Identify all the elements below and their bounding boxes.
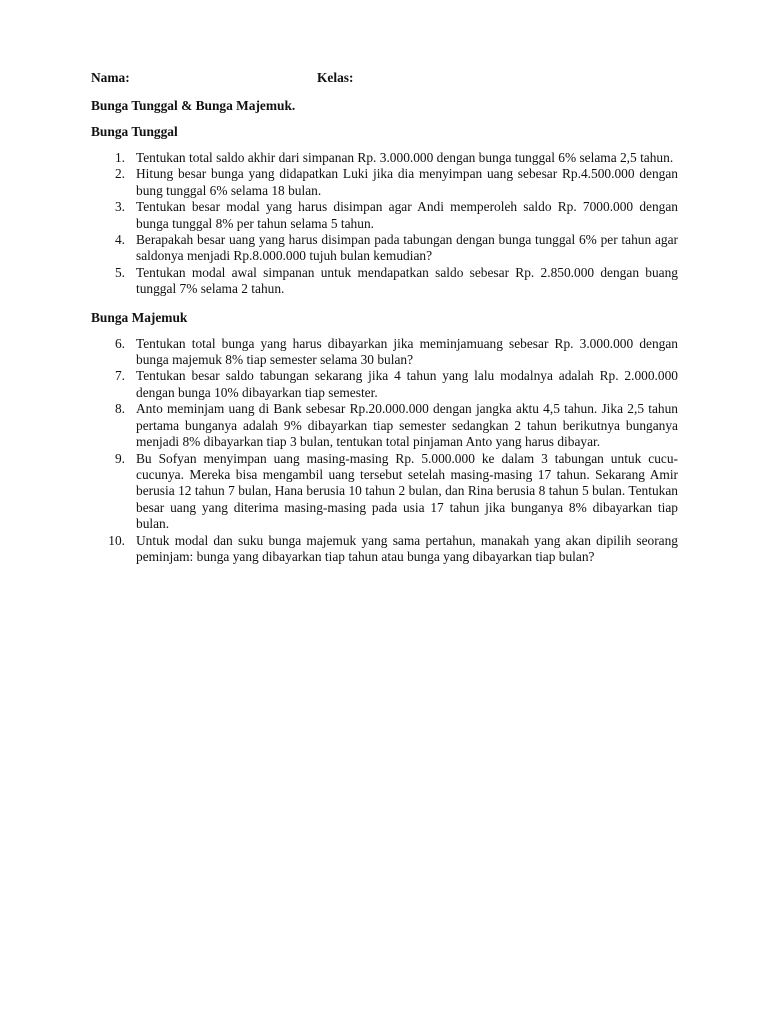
- document-title: Bunga Tunggal & Bunga Majemuk.: [91, 98, 296, 113]
- class-label: Kelas:: [317, 70, 354, 85]
- question-item: [91, 533, 678, 566]
- question-number: 4.: [114, 232, 125, 248]
- question-number: 8.: [114, 401, 125, 417]
- question-number: 5.: [114, 264, 125, 280]
- question-item: [91, 166, 678, 199]
- question-number: 10.: [108, 532, 125, 548]
- question-item: [91, 368, 678, 401]
- question-text: Berapakah besar uang yang harus disimpan pada tabungan dengan bunga tunggal 6% per tahun agar saldonya menjadi Rp.8.000.000 tujuh bulan kemudian?: [136, 232, 678, 264]
- question-number: 9.: [114, 450, 125, 466]
- question-text: Tentukan total bunga yang harus dibayarkan jika meminjamuang sebesar Rp. 3.000.000 dengan bunga majemuk 8% tiap semester selama 30 bulan?: [136, 335, 678, 368]
- worksheet-page: [91, 70, 678, 565]
- section-title-compound-interest: Bunga Majemuk: [91, 309, 188, 325]
- name-label: Nama:: [91, 70, 130, 85]
- question-list-simple-interest: [91, 150, 678, 298]
- question-text: Bu Sofyan menyimpan uang masing-masing Rp. 5.000.000 ke dalam 3 tabungan untuk cucu-cucunya. Mereka bisa mengambil uang tersebut setelah masing-masing 17 tahun. Sekarang Amir berusia 12 tahun 7 bulan, Hana berusia 10 tahun 2 bulan, dan Rina berusia 8 tahun 5 bulan. Tentukan besar uang yang diterima masing-masing pada usia 17 tahun jika bunganya 8% dibayarkan tiap bulan.: [136, 450, 678, 532]
- question-text: Tentukan besar saldo tabungan sekarang jika 4 tahun yang lalu modalnya adalah Rp. 2.000.000 dengan bunga 10% dibayarkan tiap semester.: [136, 368, 678, 400]
- question-number: 3.: [114, 199, 125, 215]
- question-text: Tentukan besar modal yang harus disimpan agar Andi memperoleh saldo Rp. 7000.000 dengan bunga tunggal 8% per tahun selama 5 tahun.: [136, 199, 678, 231]
- question-text: Tentukan total saldo akhir dari simpanan Rp. 3.000.000 dengan bunga tunggal 6% selama 2,5 tahun.: [136, 150, 674, 165]
- question-item: [91, 232, 678, 265]
- question-item: [91, 265, 678, 298]
- question-item: [91, 150, 678, 166]
- question-text: Untuk modal dan suku bunga majemuk yang sama pertahun, manakah yang akan dipilih seorang peminjam: bunga yang dibayarkan tiap tahun atau bunga yang dibayarkan tiap bulan?: [136, 532, 678, 564]
- question-item: [91, 336, 678, 369]
- question-text: Anto meminjam uang di Bank sebesar Rp.20.000.000 dengan jangka aktu 4,5 tahun. Jika 2,5 tahun pertama bunganya adalah 9% dibayarkan tiap semester sedangkan 2 tahun berikutnya bunganya menjadi 8% dibayarkan tiap 3 bulan, tentukan total pinjaman Anto yang harus dibayar.: [136, 401, 678, 450]
- section-title-simple-interest: Bunga Tunggal: [91, 124, 178, 139]
- question-text: Tentukan modal awal simpanan untuk mendapatkan saldo sebesar Rp. 2.850.000 dengan buang tunggal 7% selama 2 tahun.: [136, 264, 678, 297]
- header-row: [91, 70, 678, 88]
- question-number: 7.: [114, 368, 125, 384]
- question-number: 1.: [114, 150, 125, 165]
- question-item: [91, 401, 678, 450]
- question-list-compound-interest: [91, 336, 678, 566]
- question-text: Hitung besar bunga yang didapatkan Luki jika dia menyimpan uang sebesar Rp.4.500.000 dengan bung tunggal 6% selama 18 bulan.: [136, 166, 678, 198]
- question-item: [91, 199, 678, 232]
- question-number: 2.: [114, 166, 125, 182]
- question-number: 6.: [114, 335, 125, 351]
- question-item: [91, 451, 678, 533]
